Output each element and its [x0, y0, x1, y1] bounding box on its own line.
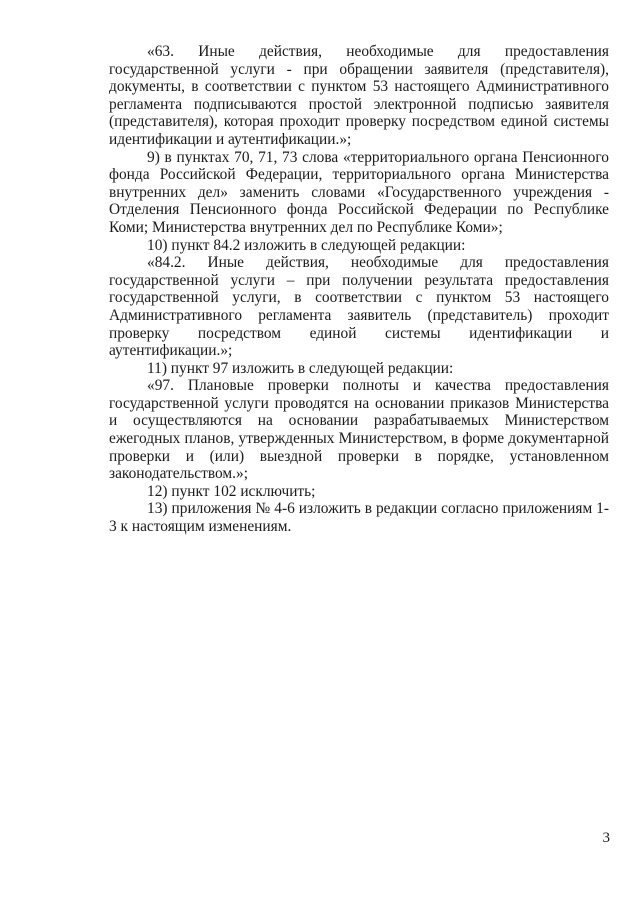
document-body [109, 43, 609, 536]
paragraph-item-9: 9) в пунктах 70, 71, 73 слова «территориального органа Пенсионного фонда Российской Федерации, территориального органа Министерства внутренних дел» заменить словами «Государственного учреждения - Отделения Пенсионного фонда Российской Федерации по Республике Коми; Министерства внутренних дел по Республике Коми»; [109, 148, 609, 236]
paragraph-item-13: 13) приложения № 4-6 изложить в редакции согласно приложениям 1-3 к настоящим изменениям. [109, 500, 609, 536]
paragraph-item-11: 11) пункт 97 изложить в следующей редакции: [147, 359, 454, 377]
paragraph-63: «63. Иные действия, необходимые для предоставления государственной услуги - при обращении заявителя (представителя), документы, в соответствии с пунктом 53 настоящего Административного регламента подписываются простой электронной подписью заявителя (представителя), которая проходит проверку посредством единой системы идентификации и аутентификации.»; [109, 43, 609, 148]
paragraph-97: «97. Плановые проверки полноты и качества предоставления государственной услуги проводятся на основании приказов Министерства и осуществляются на основании разрабатываемых Министерством ежегодных планов, утвержденных Министерством, в форме документарной проверки и (или) выездной проверки в порядке, установленном законодательством.»; [109, 377, 609, 483]
paragraph-item-12: 12) пункт 102 исключить; [147, 482, 316, 500]
paragraph-84-2: «84.2. Иные действия, необходимые для предоставления государственной услуги – при получении результата предоставления государственной услуги, в соответствии с пунктом 53 настоящего Административного регламента заявитель (представитель) проходит проверку посредством единой системы идентификации и аутентификации.»; [109, 254, 609, 360]
page-number: 3 [602, 830, 610, 846]
paragraph-item-10: 10) пункт 84.2 изложить в следующей редакции: [147, 236, 466, 254]
